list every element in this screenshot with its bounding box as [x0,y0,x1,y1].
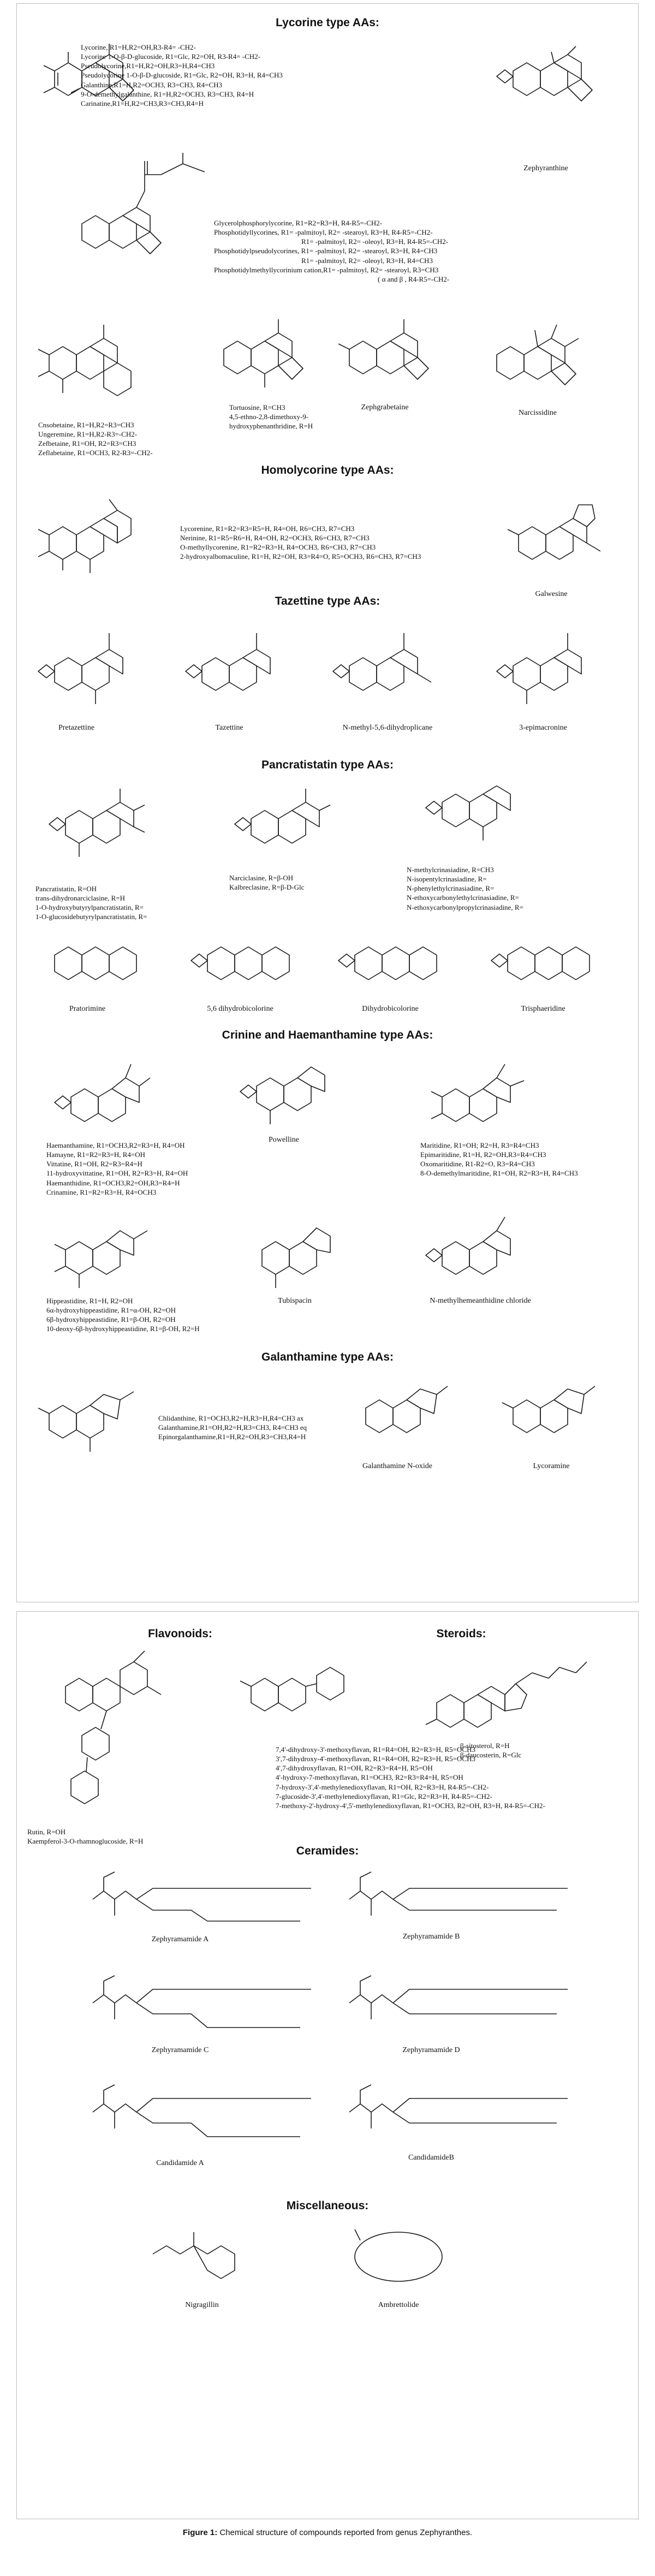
figure-caption [183,2528,472,2537]
list-item: Tortuosine, R=CH3 [229,403,285,412]
structure-pretazettine [22,611,147,720]
list-item: 9-O-demethylgalanthine, R1=H,R2=OCH3, R3=CH3, R4=H [81,90,254,98]
structure-maritidine [415,1048,540,1141]
list-item: Glycerolphosphorylycorine, R1=R2=R3=H, R4-R5=-CH2- [214,219,383,227]
list-item: 4,5-ethno-2,8-dimethoxy-9- [229,413,309,421]
structure-epimacronine [480,611,611,720]
structure-tortuosine [202,306,317,404]
list-item: 8-O-demethylmaritidine, R1=OH, R2=R3=H, R4=CH3 [420,1169,578,1178]
label-galanthamine-noxide: Galanthamine N-oxide [362,1462,432,1470]
list-item: ( α and β , R4-R5=-CH2- [378,275,450,283]
heading-ceramides: Ceramides: [296,1845,359,1857]
structure-narcissidine [469,306,600,404]
list-item: 7,4'-dihydroxy-3'-methoxyflavan, R1=R4=OH, R2=R3=H, R5=OCH3 [276,1745,475,1754]
list-item: Carinatine,R1=H,R2=CH3,R3=CH3,R4=H [81,99,204,108]
label-tazettine: Tazettine [215,724,243,732]
list-item: Galanthine,R1=H,R2=OCH3, R3=CH3, R4=CH3 [81,80,222,89]
heading-crinine: Crinine and Haemanthamine type AAs: [222,1029,433,1041]
list-maritidine [420,1141,578,1178]
structure-lycorenine [22,480,164,589]
structure-zephyramamide-a [82,1861,333,1932]
list-item: Chlidanthine, R1=OCH3,R2=H,R3=H,R4=CH3 ax [158,1414,304,1422]
list-phosphoryl [214,218,449,284]
label-zephyranthine: Zephyranthine [523,164,568,172]
list-item: 1-O-glucosidebutyrylpancratistatin, R= [35,913,147,921]
label-zephyramamide-c: Zephyramamide C [151,2046,209,2054]
label-candidamide-a: Candidamide A [156,2159,204,2167]
list-item: Nerinine, R1=R5=R6=H, R4=OH, R2=OCH3, R6=CH3, R7=CH3 [180,534,370,542]
list-item: N-ethoxycarbonylpropylcrinasiadine, R= [407,903,523,911]
list-item: trans-dihydronarciclasine, R=H [35,894,126,903]
label-nmethyl-dihydroplicane: N-methyl-5,6-dihydroplicane [342,724,433,732]
list-lycorine [81,43,283,108]
list-item: Zeflabetaine, R1=OCH3, R2-R3=-CH2- [38,449,153,457]
label-powelline: Powelline [269,1136,299,1144]
list-item: N-methylcrinasiadine, R=CH3 [407,866,494,874]
list-item: O-methyllycorenine, R1=R2=R3=H, R4=OCH3, R6=CH3, R7=CH3 [180,543,376,552]
structure-galanthamine-noxide [344,1364,453,1457]
list-item: Epinorgalanthamine,R1=H,R2=OH,R3=CH3,R4=H [158,1433,306,1441]
list-item: 1-O-hydroxybutyrylpancratistatin, R= [35,903,144,912]
list-item: Zefbetaine, R1=OH, R2=R3=CH3 [38,439,136,448]
list-item: Narciclasine, R=β-OH [229,874,294,882]
heading-lycorine: Lycorine type AAs: [276,16,379,29]
structure-zephyramamide-c [82,1959,333,2041]
heading-steroids: Steroids: [436,1627,486,1640]
structure-galwesine [491,480,617,589]
label-zephyramamide-b: Zephyramamide B [402,1933,460,1941]
label-candidamide-b: CandidamideB [408,2154,454,2162]
list-item: Phosphotidylmethyllycorinium cation,R1= -palmitoyl, R2= -stearoyl, R3=CH3 [214,265,439,274]
list-item: 11-hydroxyvittatine, R1=OH, R2=R3=H, R4=OH [46,1169,188,1178]
list-item: 6α-hydroxyhippeastidine, R1=α-OH, R2=OH [46,1306,176,1315]
list-cnsobetaine [38,420,153,458]
label-epimacronine: 3-epimacronine [519,724,567,732]
list-item: Lycorine, R1=H,R2=OH,R3-R4= -CH2- [81,43,196,51]
list-item: Haemanthidine, R1=OCH3,R2=OH,R3=R4=H [46,1178,180,1187]
structure-haemanthamine [38,1048,164,1146]
list-item: Kaempferol-3-O-rhamnoglucoside, R=H [27,1837,144,1846]
structure-hippeastidine [38,1201,164,1304]
list-item: Hippeastidine, R1=H, R2=OH [46,1297,133,1305]
label-zephyramamide-a: Zephyramamide A [151,1935,209,1943]
structure-nigragillin [142,2216,267,2298]
structure-candidamide-b [338,2068,590,2150]
list-item: hydroxyphenanthridine, R=H [229,422,313,431]
list-narciclasine [229,873,304,892]
list-haemanthamine [46,1141,188,1197]
list-rutin [27,1827,143,1846]
list-item: 4',7-dihydroxyflavan, R1=OH, R2=R3=R4=H, R5=OH [276,1764,433,1773]
list-item: Lycorine 1-O-β-D-glucoside, R1=Glc, R2=OH, R3-R4= -CH2- [81,52,261,61]
structure-tazettine [169,611,295,720]
list-item: 2-hydroxyalbomaculine, R1=H, R2=OH, R3=R4=O, R5=OCH3, R6=CH3, R7=CH3 [180,552,421,561]
list-hippeastidine [46,1296,200,1334]
structure-flavan [229,1654,371,1736]
heading-flavonoids: Flavonoids: [148,1627,212,1640]
structure-galanthamine [22,1364,153,1463]
structure-sitosterol [415,1643,600,1746]
list-item: Kalbreclasine, R=β-D-Glc [229,883,305,892]
structure-powelline [229,1048,338,1135]
list-item: Lycorenine, R1=R2=R3=R5=H, R4=OH, R6=CH3, R7=CH3 [180,524,355,533]
structure-narciclasine [218,775,344,873]
label-dihydrobicolorine-56: 5,6 dihydrobicolorine [207,1005,273,1013]
list-item: Pseudolycorine 1-O-β-D-glucoside, R1=Glc, R2=OH, R3=H, R4=CH3 [81,71,283,80]
list-flavans [276,1745,545,1810]
structure-nmethyl-dihydroplicane [317,611,458,720]
structure-dihydrobicolorine [327,928,453,999]
heading-homolycorine: Homolycorine type AAs: [261,464,394,476]
label-tubispacin: Tubispacin [278,1297,312,1305]
list-galanthamine [158,1414,307,1441]
list-item: Vittatine, R1=OH, R2=R3=R4=H [46,1160,142,1168]
list-pancratistatin [35,884,147,922]
list-item: 6β-hydroxyhippeastidine, R1=β-OH, R2=OH [46,1315,176,1324]
list-item: 10-deoxy-6β-hydroxyhippeastidine, R1=β-OH, R2=H [46,1325,200,1333]
structure-pratorimine [33,928,158,999]
structure-zephyramamide-b [338,1861,590,1932]
heading-tazettine: Tazettine type AAs: [275,595,380,607]
structure-zephyramamide-d [338,1959,590,2041]
list-item: Ungeremine, R1=H,R2-R3=-CH2- [38,430,138,439]
list-item: Maritidine, R1=OH; R2=H, R3=R4=CH3 [420,1141,539,1149]
structure-cnsobetaine [22,306,147,415]
structure-pancratistatin [33,775,158,873]
label-zephgrabetaine: Zephgrabetaine [361,403,409,412]
list-item: 7-methoxy-2'-hydroxy-4',5'-methylenedioxyflavan, R1=OCH3, R2=OH, R3=H, R4-R5=-CH2- [276,1801,545,1810]
structure-candidamide-a [82,2068,333,2156]
list-item: Oxomaritidine, R1-R2=O, R3=R4=CH3 [420,1160,535,1168]
structure-zephgrabetaine [327,306,442,404]
figure-caption-text: Chemical structure of compounds reported from genus Zephyranthes. [217,2528,473,2537]
list-homolycorine [180,524,421,562]
list-item: 3',7-dihydroxy-4'-methoxyflavan, R1=R4=OH, R2=R3=H, R5=OCH3 [276,1755,475,1763]
list-crinasiadine [407,865,523,912]
list-item: Haemanthamine, R1=OCH3,R2=R3=H, R4=OH [46,1141,185,1149]
list-item: β-daucosterin, R=Glc [460,1751,522,1760]
label-trisphaeridine: Trisphaeridine [521,1005,565,1013]
list-item: Pseudolycorine,R1=H,R2=OH,R3=H,R4=CH3 [81,62,215,70]
structure-dihydrobicolorine-56 [180,928,306,999]
list-item: Epimaritidine, R1=H, R2=OH,R3=R4=CH3 [420,1150,546,1159]
list-item: N-phenylethylcrinasiadine, R= [407,884,495,893]
structure-trisphaeridine [480,928,606,999]
label-lycoramine: Lycoramine [533,1462,570,1470]
label-pratorimine: Pratorimine [69,1005,106,1013]
list-item: Crinamine, R1=R2=R3=H, R4=OCH3 [46,1188,157,1196]
list-item: N-ethoxycarbonylethylcrinasiadine, R= [407,893,519,902]
list-tortuosine [229,403,313,431]
label-narcissidine: Narcissidine [519,409,557,417]
list-item: R1= -palmitoyl, R2= -oleoyl, R3=H, R4=CH3 [301,256,433,265]
structure-ambrettolide [338,2216,458,2298]
heading-galanthamine: Galanthamine type AAs: [261,1351,394,1363]
label-zephyramamide-d: Zephyramamide D [402,2046,460,2054]
list-item: 4'-hydroxy-7-methoxyflavan, R1=OCH3, R2=R3=R4=H, R5=OH [276,1773,463,1782]
list-item: 7-glucoside-3',4'-methylenedioxyflavan, R1=Glc, R2=R3=H, R4-R5=-CH2- [276,1792,492,1800]
list-item: Galanthamine,R1=OH,R2=H,R3=CH3, R4=CH3 eq [158,1423,307,1432]
heading-miscellaneous: Miscellaneous: [286,2199,369,2212]
list-item: 7-hydroxy-3',4'-methylenedioxyflavan, R1=OH, R2=R3=H, R4-R5=-CH2- [276,1782,489,1791]
label-nmethylhemeanthidine: N-methylhemeanthidine chloride [430,1297,531,1305]
figure-label: Figure 1: [182,2528,218,2537]
list-item: β-sitosterol, R=H [460,1742,510,1750]
structure-lycoramine [491,1364,611,1457]
heading-pancratistatin: Pancratistatin type AAs: [261,759,394,771]
list-item: Hamayne, R1=R2=R3=H, R4=OH [46,1150,145,1159]
structure-nmethylhemeanthidine [409,1201,540,1299]
structure-tubispacin [240,1201,349,1299]
label-ambrettolide: Ambrettolide [378,2301,419,2309]
label-nigragillin: Nigragillin [185,2301,219,2309]
list-item: Rutin, R=OH [27,1828,66,1836]
label-dihydrobicolorine: Dihydrobicolorine [362,1005,419,1013]
structure-crinasiadine [415,775,524,851]
list-item: Phosphotidyllycorines, R1= -palmitoyl, R2= -stearoyl, R3=H, R4-R5=-CH2- [214,228,433,237]
list-item: N-isopentylcrinasiadine, R= [407,875,487,884]
list-item: R1= -palmitoyl, R2= -oleoyl, R3=H, R4-R5=-CH2- [301,237,449,246]
structure-zephyranthine [480,33,611,131]
list-item: Cnsobetaine, R1=H,R2=R3=CH3 [38,421,134,429]
label-pretazettine: Pretazettine [58,724,95,732]
list-item: Phosphotidylpseudolycorines, R1= -palmitoyl, R2= -stearoyl, R3=H, R4=CH3 [214,247,438,255]
label-galwesine: Galwesine [535,590,568,598]
structure-phosphoryllycorine [49,153,213,284]
list-item: Pancratistatin, R=OH [35,885,97,893]
structure-rutin [33,1643,180,1823]
